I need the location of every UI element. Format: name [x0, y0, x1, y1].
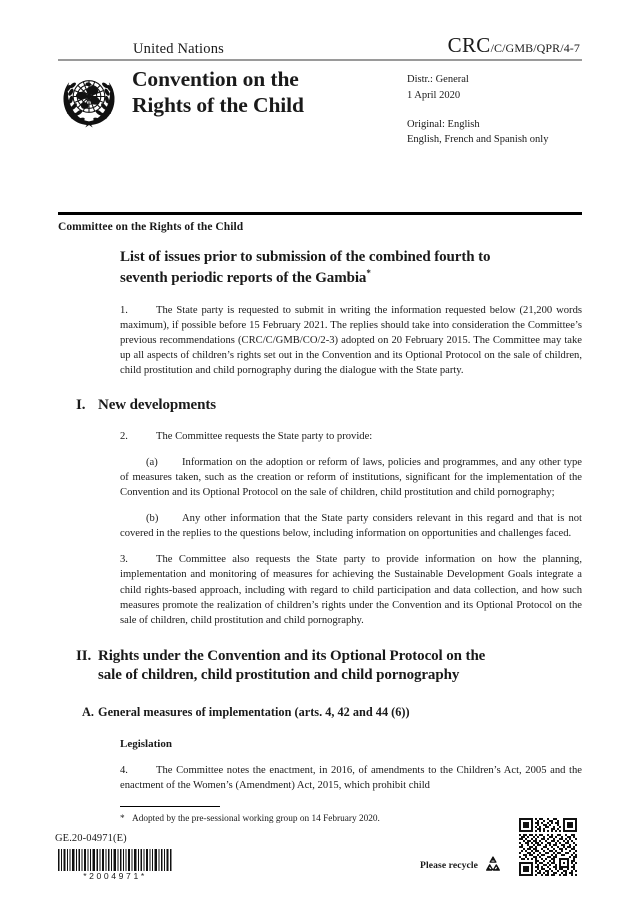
paragraph-3-block [58, 552, 582, 627]
committee-name: Committee on the Rights of the Child [58, 221, 244, 233]
paragraph-3 [120, 552, 582, 627]
section-1-block [58, 396, 582, 416]
original-language: Original: English [407, 118, 480, 130]
barcode-number: *2004971* [83, 871, 147, 881]
header-thin-rule [58, 59, 582, 61]
distribution-block [407, 66, 582, 148]
section-2-block [58, 647, 582, 686]
barcode-bars-icon [57, 849, 173, 871]
subsection-a-block [58, 705, 582, 721]
distribution-spacer [407, 104, 582, 117]
document-symbol [448, 35, 582, 56]
paragraph-1-number: 1. [120, 304, 128, 316]
subsection-a-heading [58, 705, 582, 721]
qr-code-svg [519, 818, 577, 876]
paragraph-2a-text: Information on the adoption or reform of laws, policies and programmes, and any other type of measures taken, such as the creation or reform of institutions, significant for the implementation of the Convention and its Optional Protocol on the sale of children, child prostitution and child pornography; [120, 457, 582, 499]
section-2-title-line-1: Rights under the Convention and its Optional Protocol on the [98, 647, 486, 664]
footnote-separator [120, 806, 220, 807]
paragraph-4-number: 4. [120, 764, 128, 776]
paragraph-2b [120, 511, 582, 541]
paragraph-3-text: The Committee also requests the State party to provide information on how the planning, implementation and monitoring of measures for achieving the Sustainable Development Goals integrate a child rights-based approach, including with regard to child participation and data collection, and how such measures promote the realization of children’s rights under the Convention and its Optional Protocol on the sale of children, child prostitution and child pornography. [120, 554, 582, 626]
paragraph-2 [120, 429, 582, 444]
page-title-line-2 [120, 268, 582, 289]
paragraph-1-block [58, 303, 582, 378]
masthead-top-row [58, 32, 582, 56]
section-2-numeral: II. [76, 647, 92, 664]
paragraph-2-number: 2. [120, 431, 128, 443]
section-1-title: New developments [98, 396, 216, 413]
paragraph-4 [120, 763, 582, 793]
document-body [58, 248, 582, 793]
recycle-icon [482, 854, 504, 876]
paragraph-3-number: 3. [120, 554, 128, 566]
section-2-title [98, 647, 582, 686]
paragraph-4-block [58, 763, 582, 793]
footnote-marker: * [120, 814, 125, 824]
distribution-type: Distr.: General [407, 74, 469, 85]
page-title-line-2-text: seventh periodic reports of the Gambia [120, 269, 367, 286]
qr-code-icon [519, 818, 577, 876]
masthead [58, 32, 582, 56]
paragraph-4-text: The Committee notes the enactment, in 2016, of amendments to the Children’s Act, 2005 and the enactment of the Women’s (Amendment) Act, 2015, which prohibit child [120, 764, 582, 791]
section-2-heading [58, 647, 582, 686]
paragraph-1-text: The State party is requested to submit in writing the information requested below (21,200 words maximum), if possible before 15 February 2021. The replies should take into consideration the Committee’s previous recommendations (CRC/C/GMB/CO/2-3) adopted on 20 February 2015. The Committee may take up all aspects of children’s rights set out in the Convention and its Optional Protocol on the sale of children, child prostitution and child pornography during the dialogue with the State party. [120, 304, 582, 376]
paragraph-2b-block [58, 511, 582, 541]
section-2-title-line-2: sale of children, child prostitution and child pornography [98, 667, 460, 684]
legislation-heading: Legislation [120, 737, 172, 750]
ge-code: GE.20-04971(E) [55, 833, 127, 844]
masthead-title [124, 66, 407, 148]
masthead-main-row [58, 66, 582, 148]
page-title [120, 248, 582, 289]
footnote-text: Adopted by the pre-sessional working group on 14 February 2020. [132, 814, 380, 824]
paragraph-1 [120, 303, 582, 378]
document-symbol-sub: /C/GMB/QPR/4-7 [490, 41, 580, 55]
masthead-title-line-2: Rights of the Child [132, 93, 304, 118]
paragraph-2b-text: Any other information that the State party considers relevant in this regard and that is not covered in the replies to the questions below, including information on opportunities and challenges faced. [120, 513, 582, 540]
section-1-numeral: I. [76, 396, 86, 413]
document-date: 1 April 2020 [407, 89, 461, 101]
paragraph-2a-block [58, 455, 582, 500]
recycle-notice [420, 854, 504, 876]
organization-name: United Nations [133, 40, 224, 57]
barcode [57, 849, 173, 881]
paragraph-2a-number: (a) [146, 457, 158, 469]
paragraph-2a [120, 455, 582, 500]
masthead-title-line-1: Convention on the [132, 67, 299, 91]
paragraph-2b-number: (b) [146, 513, 159, 525]
un-emblem-icon [58, 66, 124, 148]
page-title-line-1: List of issues prior to submission of the combined fourth to [120, 249, 491, 265]
available-languages: English, French and Spanish only [407, 134, 549, 146]
section-1-heading [58, 396, 582, 416]
footnote [120, 813, 582, 826]
document-symbol-main: CRC [447, 33, 491, 57]
title-footnote-marker: * [366, 267, 371, 278]
paragraph-2-text: The Committee requests the State party to provide: [156, 431, 373, 443]
subsection-a-title: General measures of implementation (arts. 4, 42 and 44 (6)) [98, 704, 410, 719]
footnote-area [58, 806, 582, 826]
recycle-label: Please recycle [420, 859, 478, 871]
body-thick-rule [58, 212, 582, 215]
subsection-a-numeral: A. [82, 704, 94, 719]
paragraph-2-block [58, 429, 582, 444]
